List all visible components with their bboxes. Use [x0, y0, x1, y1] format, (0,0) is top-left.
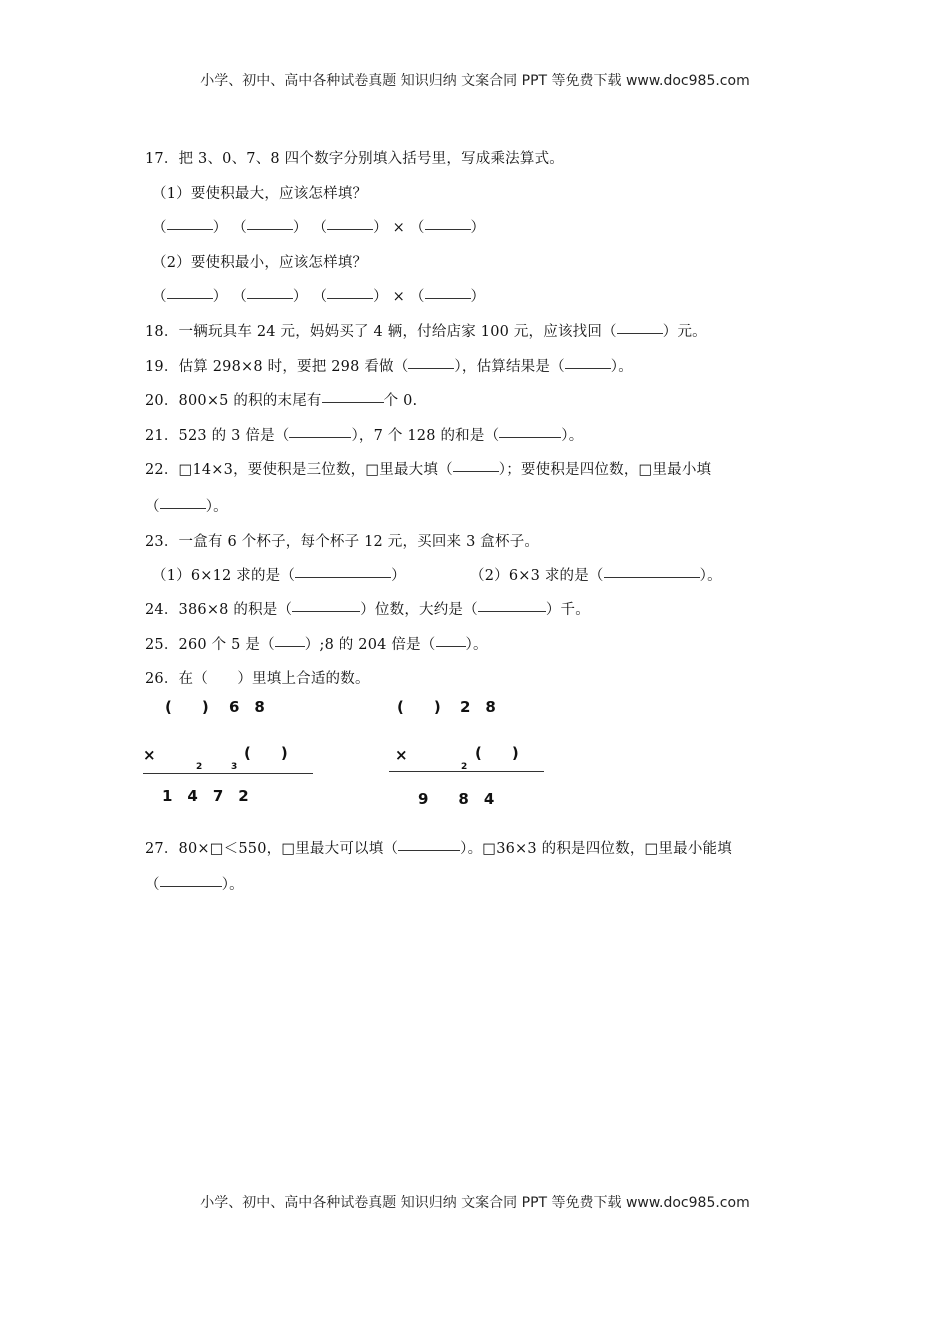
vertical-right-paren[interactable]: ( )	[475, 744, 519, 762]
page-header: 小学、初中、高中各种试卷真题 知识归纳 文案合同 PPT 等免费下载 www.doc985.com	[200, 73, 750, 89]
q23-stem: 23．一盒有 6 个杯子，每个杯子 12 元，买回来 3 盒杯子。	[145, 534, 540, 550]
vertical-left-result: 1 4 7 2	[162, 787, 249, 805]
blank[interactable]	[565, 367, 611, 369]
q27-cont: （ ）。	[145, 877, 244, 893]
blank[interactable]	[247, 297, 293, 299]
blank[interactable]	[478, 610, 546, 612]
blank[interactable]	[617, 332, 663, 334]
blank[interactable]	[289, 436, 351, 438]
blank[interactable]	[160, 507, 206, 509]
blank[interactable]	[425, 228, 471, 230]
blank[interactable]	[322, 401, 384, 403]
vertical-left-paren[interactable]: ( )	[244, 744, 288, 762]
blank[interactable]	[499, 436, 561, 438]
vertical-right-digit-2: 2	[461, 762, 468, 772]
q23-part1: （1）6×12 求的是（ ）	[152, 568, 406, 584]
q17-answer-row-1: （ ） （ ） （ ） × （ ）	[152, 220, 486, 236]
q26-stem: 26．在（ ）里填上合适的数。	[145, 671, 370, 687]
blank[interactable]	[398, 849, 460, 851]
blank[interactable]	[327, 297, 373, 299]
blank[interactable]	[453, 470, 499, 472]
q27: 27．80×□＜550，□里最大可以填（ ）。□36×3 的积是四位数，□里最小能填	[145, 841, 732, 857]
blank[interactable]	[327, 228, 373, 230]
blank[interactable]	[275, 645, 305, 647]
q17-answer-row-2: （ ） （ ） （ ） × （ ）	[152, 289, 486, 305]
q17-stem: 17．把 3、0、7、8 四个数字分别填入括号里，写成乘法算式。	[145, 151, 564, 167]
q22: 22．□14×3，要使积是三位数，□里最大填（ ）；要使积是四位数，□里最小填	[145, 462, 712, 478]
times-sign: ×	[143, 746, 156, 764]
times-sign: ×	[395, 746, 408, 764]
vertical-right-top-digits: 2 8	[460, 698, 496, 716]
blank[interactable]	[167, 297, 213, 299]
vertical-right-result: 9 8 4	[418, 790, 495, 808]
q25: 25．260 个 5 是（ ）;8 的 204 倍是（ ）。	[145, 637, 488, 653]
q17-part2: （2）要使积最小，应该怎样填？	[152, 255, 368, 271]
q21: 21．523 的 3 倍是（ ），7 个 128 的和是（ ）。	[145, 428, 584, 444]
vertical-right-rule	[389, 771, 544, 772]
blank[interactable]	[167, 228, 213, 230]
blank[interactable]	[292, 610, 360, 612]
blank[interactable]	[295, 576, 391, 578]
vertical-left-digit-3: 3	[231, 762, 238, 772]
vertical-left-top-paren[interactable]: ( )	[165, 698, 209, 716]
q19: 19．估算 298×8 时，要把 298 看做（ ），估算结果是（ ）。	[145, 359, 633, 375]
blank[interactable]	[408, 367, 454, 369]
blank[interactable]	[247, 228, 293, 230]
q22-cont: （ ）。	[145, 499, 228, 515]
q23-part2: （2）6×3 求的是（ ）。	[470, 568, 722, 584]
q20: 20．800×5 的积的末尾有 个 0.	[145, 393, 418, 409]
vertical-right-top-paren[interactable]: ( )	[397, 698, 441, 716]
vertical-left-rule	[143, 773, 313, 774]
blank[interactable]	[425, 297, 471, 299]
blank[interactable]	[604, 576, 700, 578]
q17-part1: （1）要使积最大，应该怎样填？	[152, 186, 368, 202]
page-footer: 小学、初中、高中各种试卷真题 知识归纳 文案合同 PPT 等免费下载 www.doc985.com	[200, 1195, 750, 1211]
vertical-left-top-digits: 6 8	[229, 698, 265, 716]
q24: 24．386×8 的积是（ ）位数，大约是（ ）千。	[145, 602, 590, 618]
blank[interactable]	[160, 885, 222, 887]
vertical-left-digit-2: 2	[196, 762, 203, 772]
blank[interactable]	[436, 645, 466, 647]
q18: 18．一辆玩具车 24 元，妈妈买了 4 辆，付给店家 100 元，应该找回（ ）元。	[145, 324, 707, 340]
